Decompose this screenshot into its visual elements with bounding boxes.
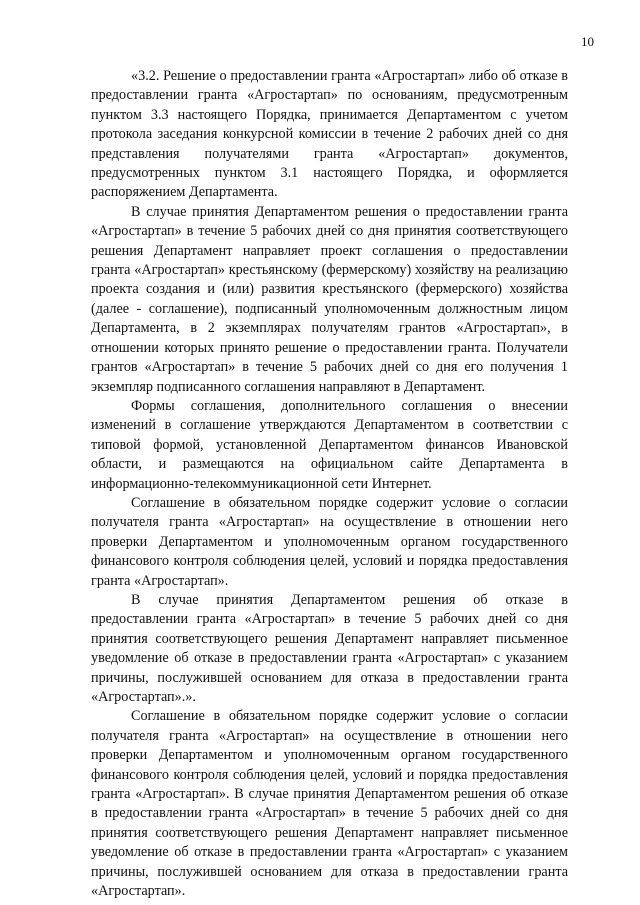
page-number: 10 (581, 34, 594, 49)
paragraph-refusal-notice: В случае принятия Департаментом решения об отказе в предоставлении гранта «Агростартап» в течение 5 рабочих дней со дня принятия соответствующего решения Департамент направляет письменное уведомление об отказе в предоставлении гранта «Агростартап» с указанием причины, послужившей основанием для отказа в предоставлении гранта «Агростартап».». (91, 591, 568, 705)
paragraph-agreement-forms: Формы соглашения, дополнительного соглашения о внесении изменений в соглашение утверждаются Департаментом в соответствии с типовой формой, установленной Департаментом финансов Ивановской области, и размещаются на официальном сайте Департамента в информационно-телекоммуникационной сети Интернет. (91, 397, 568, 492)
paragraph-agreement-consent-refusal: Соглашение в обязательном порядке содержит условие о согласии получателя гранта «Агростартап» на осуществление в отношении него проверки Департаментом и уполномоченным органом государственного финансового контроля соблюдения целей, условий и порядка предоставления гранта «Агростартап». В случае принятия Департаментом решения об отказе в предоставлении гранта «Агростартап» в течение 5 рабочих дней со дня принятия соответствующего решения Департамент направляет письменное уведомление об отказе в предоставлении гранта «Агростартап» с указанием причины, послужившей основанием для отказа в предоставлении гранта «Агростартап». (91, 708, 568, 900)
paragraph-agreement-consent: Соглашение в обязательном порядке содержит условие о согласии получателя гранта «Агростартап» на осуществление в отношении него проверки Департаментом и уполномоченным органом государственного финансового контроля соблюдения целей, условий и порядка предоставления гранта «Агростартап». (91, 494, 568, 589)
paragraph-3-2: «3.2. Решение о предоставлении гранта «Агростартап» либо об отказе в предоставлении гранта «Агростартап» по основаниям, предусмотренным пунктом 3.3 настоящего Порядка, принимается Департаментом с учетом протокола заседания конкурсной комиссии в течение 2 рабочих дней со дня представления получателями гранта «Агростартап» документов, предусмотренных пунктом 3.1 настоящего Порядка, и оформляется распоряжением Департамента. (91, 68, 568, 201)
paragraph-decision-grant: В случае принятия Департаментом решения о предоставлении гранта «Агростартап» в течение 5 рабочих дней со дня принятия соответствующего решения Департамент направляет проект соглашения о предоставлении гранта «Агростартап» крестьянскому (фермерскому) хозяйству на реализацию проекта создания и (или) развития крестьянского (фермерского) хозяйства (далее - соглашение), подписанный уполномоченным должностным лицом Департамента, в 2 экземплярах получателям грантов «Агростартап», в отношении которых принято решение о предоставлении гранта. Получатели грантов «Агростартап» в течение 5 рабочих дней со дня его получения 1 экземпляр подписанного соглашения направляют в Департамент. (91, 203, 568, 395)
document-body (91, 67, 568, 901)
